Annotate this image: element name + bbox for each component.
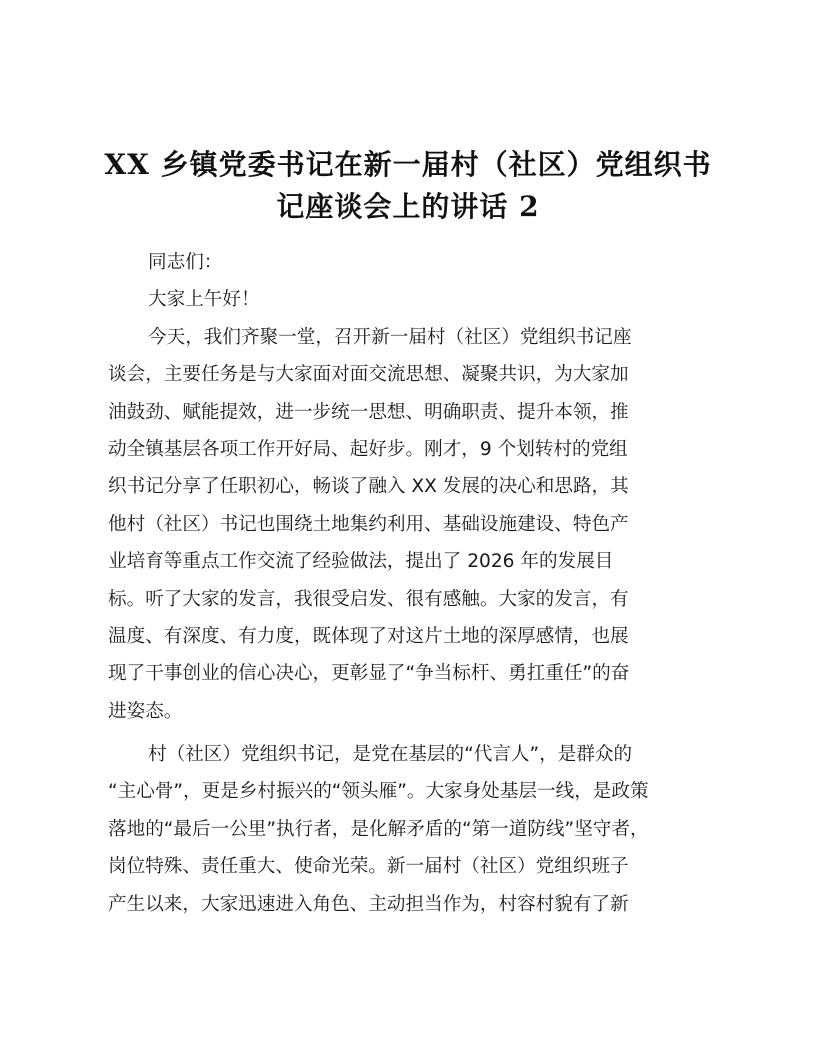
paragraph-1-line: 油鼓劲、赋能提效，进一步统一思想、明确职责、提升本领，推 <box>108 401 629 423</box>
document-title <box>100 144 716 228</box>
paragraph-1-line: 现了干事创业的信心决心，更彰显了“争当标杆、勇扛重任”的奋 <box>108 663 630 685</box>
paragraph-2-line: “主心骨”，更是乡村振兴的“领头雁”。大家身处基层一线，是政策 <box>108 781 649 803</box>
greeting: 同志们： <box>148 252 223 273</box>
paragraph-1 <box>108 319 716 730</box>
paragraph-2-line: 村（社区）党组织书记，是党在基层的“代言人”，是群众的 <box>148 744 633 766</box>
paragraph-1-line: 谈会，主要任务是与大家面对面交流思想、凝聚共识，为大家加 <box>108 364 629 386</box>
paragraph-1-line: 业培育等重点工作交流了经验做法，提出了 2026 年的发展目 <box>108 551 614 573</box>
document-body <box>108 244 716 923</box>
paragraph-2-line: 产生以来，大家迅速进入角色、主动担当作为，村容村貌有了新 <box>108 893 629 915</box>
title-line-1: XX 乡镇党委书记在新一届村（社区）党组织书 <box>104 148 712 181</box>
paragraph-1-line: 标。听了大家的发言，我很受启发、很有感触。大家的发言，有 <box>108 588 629 610</box>
paragraph-1-line: 温度、有深度、有力度，既体现了对这片土地的深厚感情，也展 <box>108 625 629 647</box>
paragraph-2 <box>108 736 716 923</box>
paragraph-2-line: 落地的“最后一公里”执行者，是化解矛盾的“第一道防线”坚守者， <box>108 818 649 840</box>
paragraph-1-line: 织书记分享了任职初心，畅谈了融入 XX 发展的决心和思路，其 <box>108 476 629 498</box>
salutation: 大家上午好！ <box>148 289 260 311</box>
paragraph-1-line: 动全镇基层各项工作开好局、起好步。刚才，9 个划转村的党组 <box>108 438 628 460</box>
paragraph-2-line: 岗位特殊、责任重大、使命光荣。新一届村（社区）党组织班子 <box>108 856 629 878</box>
title-line-2: 记座谈会上的讲话 2 <box>276 190 540 223</box>
paragraph-1-line: 他村（社区）书记也围绕土地集约利用、基础设施建设、特色产 <box>108 513 629 535</box>
paragraph-1-line: 今天，我们齐聚一堂，召开新一届村（社区）党组织书记座 <box>148 326 632 348</box>
paragraph-1-line: 进姿态。 <box>108 700 183 722</box>
